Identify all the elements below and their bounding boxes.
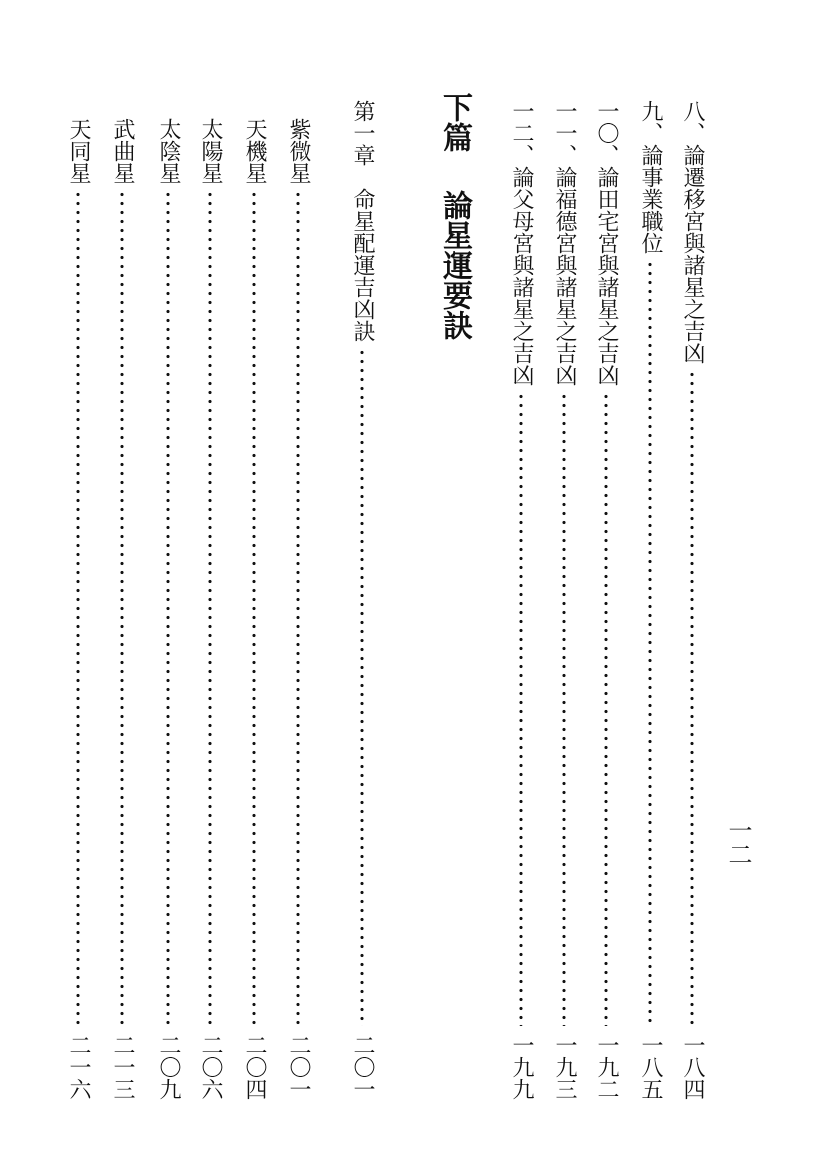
dot-leader	[360, 348, 364, 1026]
toc-entry-title: 一一、論福德宮與諸星之吉凶	[552, 100, 577, 386]
part-heading	[432, 92, 476, 340]
toc-entry-page: 二〇一	[350, 1034, 375, 1100]
dot-leader	[296, 190, 300, 1026]
toc-entry-9	[634, 100, 666, 1100]
toc-entry-page: 一九三	[552, 1034, 577, 1100]
toc-entry-page: 二一三	[110, 1034, 135, 1100]
toc-entry-title: 一二、論父母宮與諸星之吉凶	[509, 100, 534, 386]
toc-entry-page: 二〇四	[242, 1034, 267, 1100]
toc-entry-title: 一〇、論田宅宮與諸星之吉凶	[594, 100, 619, 386]
toc-entry-12	[505, 100, 537, 1100]
toc-entry-title: 八、論遷移宮與諸星之吉凶	[680, 100, 705, 364]
toc-entry-page: 一九二	[594, 1034, 619, 1100]
toc-entry-page: 二〇九	[156, 1034, 181, 1100]
toc-entry-8	[676, 100, 708, 1100]
page-folio: 一二	[724, 818, 752, 866]
toc-entry-11	[548, 100, 580, 1100]
toc-entry-tiantong	[62, 118, 94, 1100]
dot-leader	[690, 370, 694, 1026]
chapter-title	[346, 100, 378, 342]
part-label: 下篇	[437, 92, 472, 152]
chapter-label: 第一章	[350, 100, 375, 166]
toc-entry-page: 二〇六	[198, 1034, 223, 1100]
toc-entry-ziwei	[282, 118, 314, 1100]
dot-leader	[648, 260, 652, 1026]
toc-entry-title: 九、論事業職位	[638, 100, 663, 254]
toc-entry-title: 紫微星	[286, 118, 311, 184]
toc-entry-taiyang	[194, 118, 226, 1100]
toc-entry-page: 一八四	[680, 1034, 705, 1100]
toc-entry-title: 天同星	[66, 118, 91, 184]
toc-entry-page: 一八五	[638, 1034, 663, 1100]
toc-entry-10	[590, 100, 622, 1100]
toc-entry-page: 二〇一	[286, 1034, 311, 1100]
toc-entry-taiyin	[152, 118, 184, 1100]
toc-entry-tianji	[238, 118, 270, 1100]
dot-leader	[76, 190, 80, 1026]
toc-chapter-1	[346, 100, 378, 1100]
dot-leader	[562, 392, 566, 1026]
dot-leader	[120, 190, 124, 1026]
dot-leader	[166, 190, 170, 1026]
dot-leader	[604, 392, 608, 1026]
dot-leader	[252, 190, 256, 1026]
toc-entry-title: 武曲星	[110, 118, 135, 184]
dot-leader	[519, 392, 523, 1026]
toc-entry-title: 太陽星	[198, 118, 223, 184]
chapter-name: 命星配運吉凶訣	[350, 188, 375, 342]
toc-entry-page: 二一六	[66, 1034, 91, 1100]
part-title: 論星運要訣	[437, 190, 472, 340]
dot-leader	[208, 190, 212, 1026]
toc-entry-page: 一九九	[509, 1034, 534, 1100]
toc-entry-title: 太陰星	[156, 118, 181, 184]
toc-entry-wuqu	[106, 118, 138, 1100]
toc-entry-title: 天機星	[242, 118, 267, 184]
